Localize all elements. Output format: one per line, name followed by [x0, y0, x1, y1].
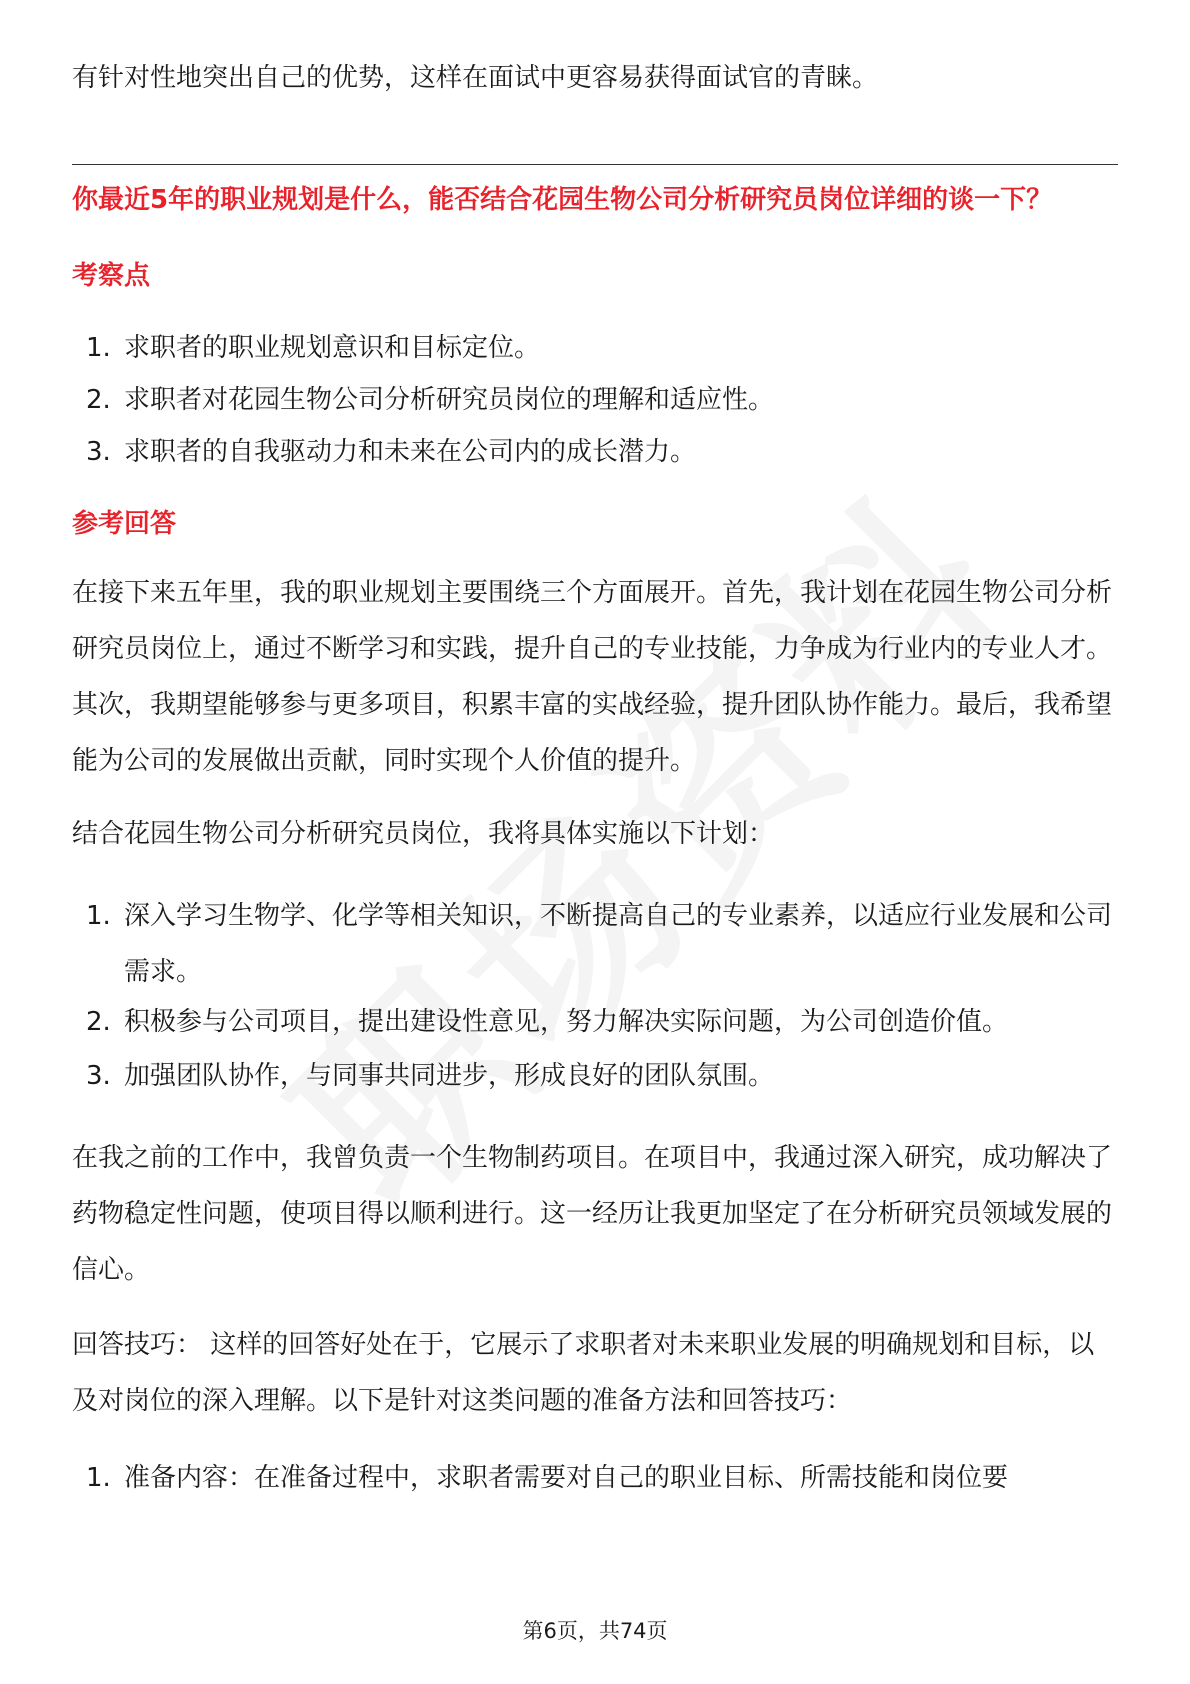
list-text: 积极参与公司项目，提出建设性意见，努力解决实际问题，为公司创造价值。 [124, 1007, 1009, 1037]
focus-heading: 考察点 [72, 261, 151, 291]
section-divider [72, 164, 1118, 165]
list-text: 准备内容：在准备过程中，求职者需要对自己的职业目标、所需技能和岗位要 [124, 1463, 1009, 1493]
list-number: 2. [86, 1007, 111, 1037]
plan-item [72, 888, 1118, 1000]
list-number: 1. [86, 1463, 111, 1493]
answer-tips: 回答技巧： 这样的回答好处在于，它展示了求职者对未来职业发展的明确规划和目标，以及对岗位的深入理解。以下是针对这类问题的准备方法和回答技巧： [72, 1330, 1095, 1416]
answer-paragraph-2: 结合花园生物公司分析研究员岗位，我将具体实施以下计划： [72, 819, 775, 849]
list-text: 深入学习生物学、化学等相关知识，不断提高自己的专业素养，以适应行业发展和公司需求。 [124, 901, 1113, 987]
focus-item [72, 424, 1118, 480]
focus-item [72, 320, 1118, 376]
list-number: 1. [86, 901, 111, 931]
list-number: 1. [86, 333, 111, 363]
list-number: 3. [86, 437, 111, 467]
focus-item [72, 372, 1118, 428]
answer-paragraph-3: 在我之前的工作中，我曾负责一个生物制药项目。在项目中，我通过深入研究，成功解决了药物稳定性问题，使项目得以顺利进行。这一经历让我更加坚定了在分析研究员领域发展的信心。 [72, 1143, 1113, 1285]
prep-item [72, 1450, 1118, 1506]
answer-heading: 参考回答 [72, 509, 177, 539]
list-text: 加强团队协作，与同事共同进步，形成良好的团队氛围。 [124, 1061, 775, 1091]
list-number: 2. [86, 385, 111, 415]
intro-paragraph-tail: 有针对性地突出自己的优势，这样在面试中更容易获得面试官的青睐。 [72, 63, 879, 93]
list-text: 求职者的职业规划意识和目标定位。 [124, 333, 541, 363]
plan-item [72, 994, 1118, 1050]
list-number: 3. [86, 1061, 111, 1091]
page-footer: 第6页，共74页 [522, 1619, 668, 1643]
plan-item [72, 1048, 1118, 1104]
question-title: 你最近5年的职业规划是什么，能否结合花园生物公司分析研究员岗位详细的谈一下？ [72, 185, 1053, 215]
list-text: 求职者对花园生物公司分析研究员岗位的理解和适应性。 [124, 385, 775, 415]
answer-paragraph-1: 在接下来五年里，我的职业规划主要围绕三个方面展开。首先，我计划在花园生物公司分析研究员岗位上，通过不断学习和实践，提升自己的专业技能，力争成为行业内的专业人才。其次，我期望能够参与更多项目，积累丰富的实战经验，提升团队协作能力。最后，我希望能为公司的发展做出贡献，同时实现个人价值的提升。 [72, 578, 1113, 776]
list-text: 求职者的自我驱动力和未来在公司内的成长潜力。 [124, 437, 697, 467]
